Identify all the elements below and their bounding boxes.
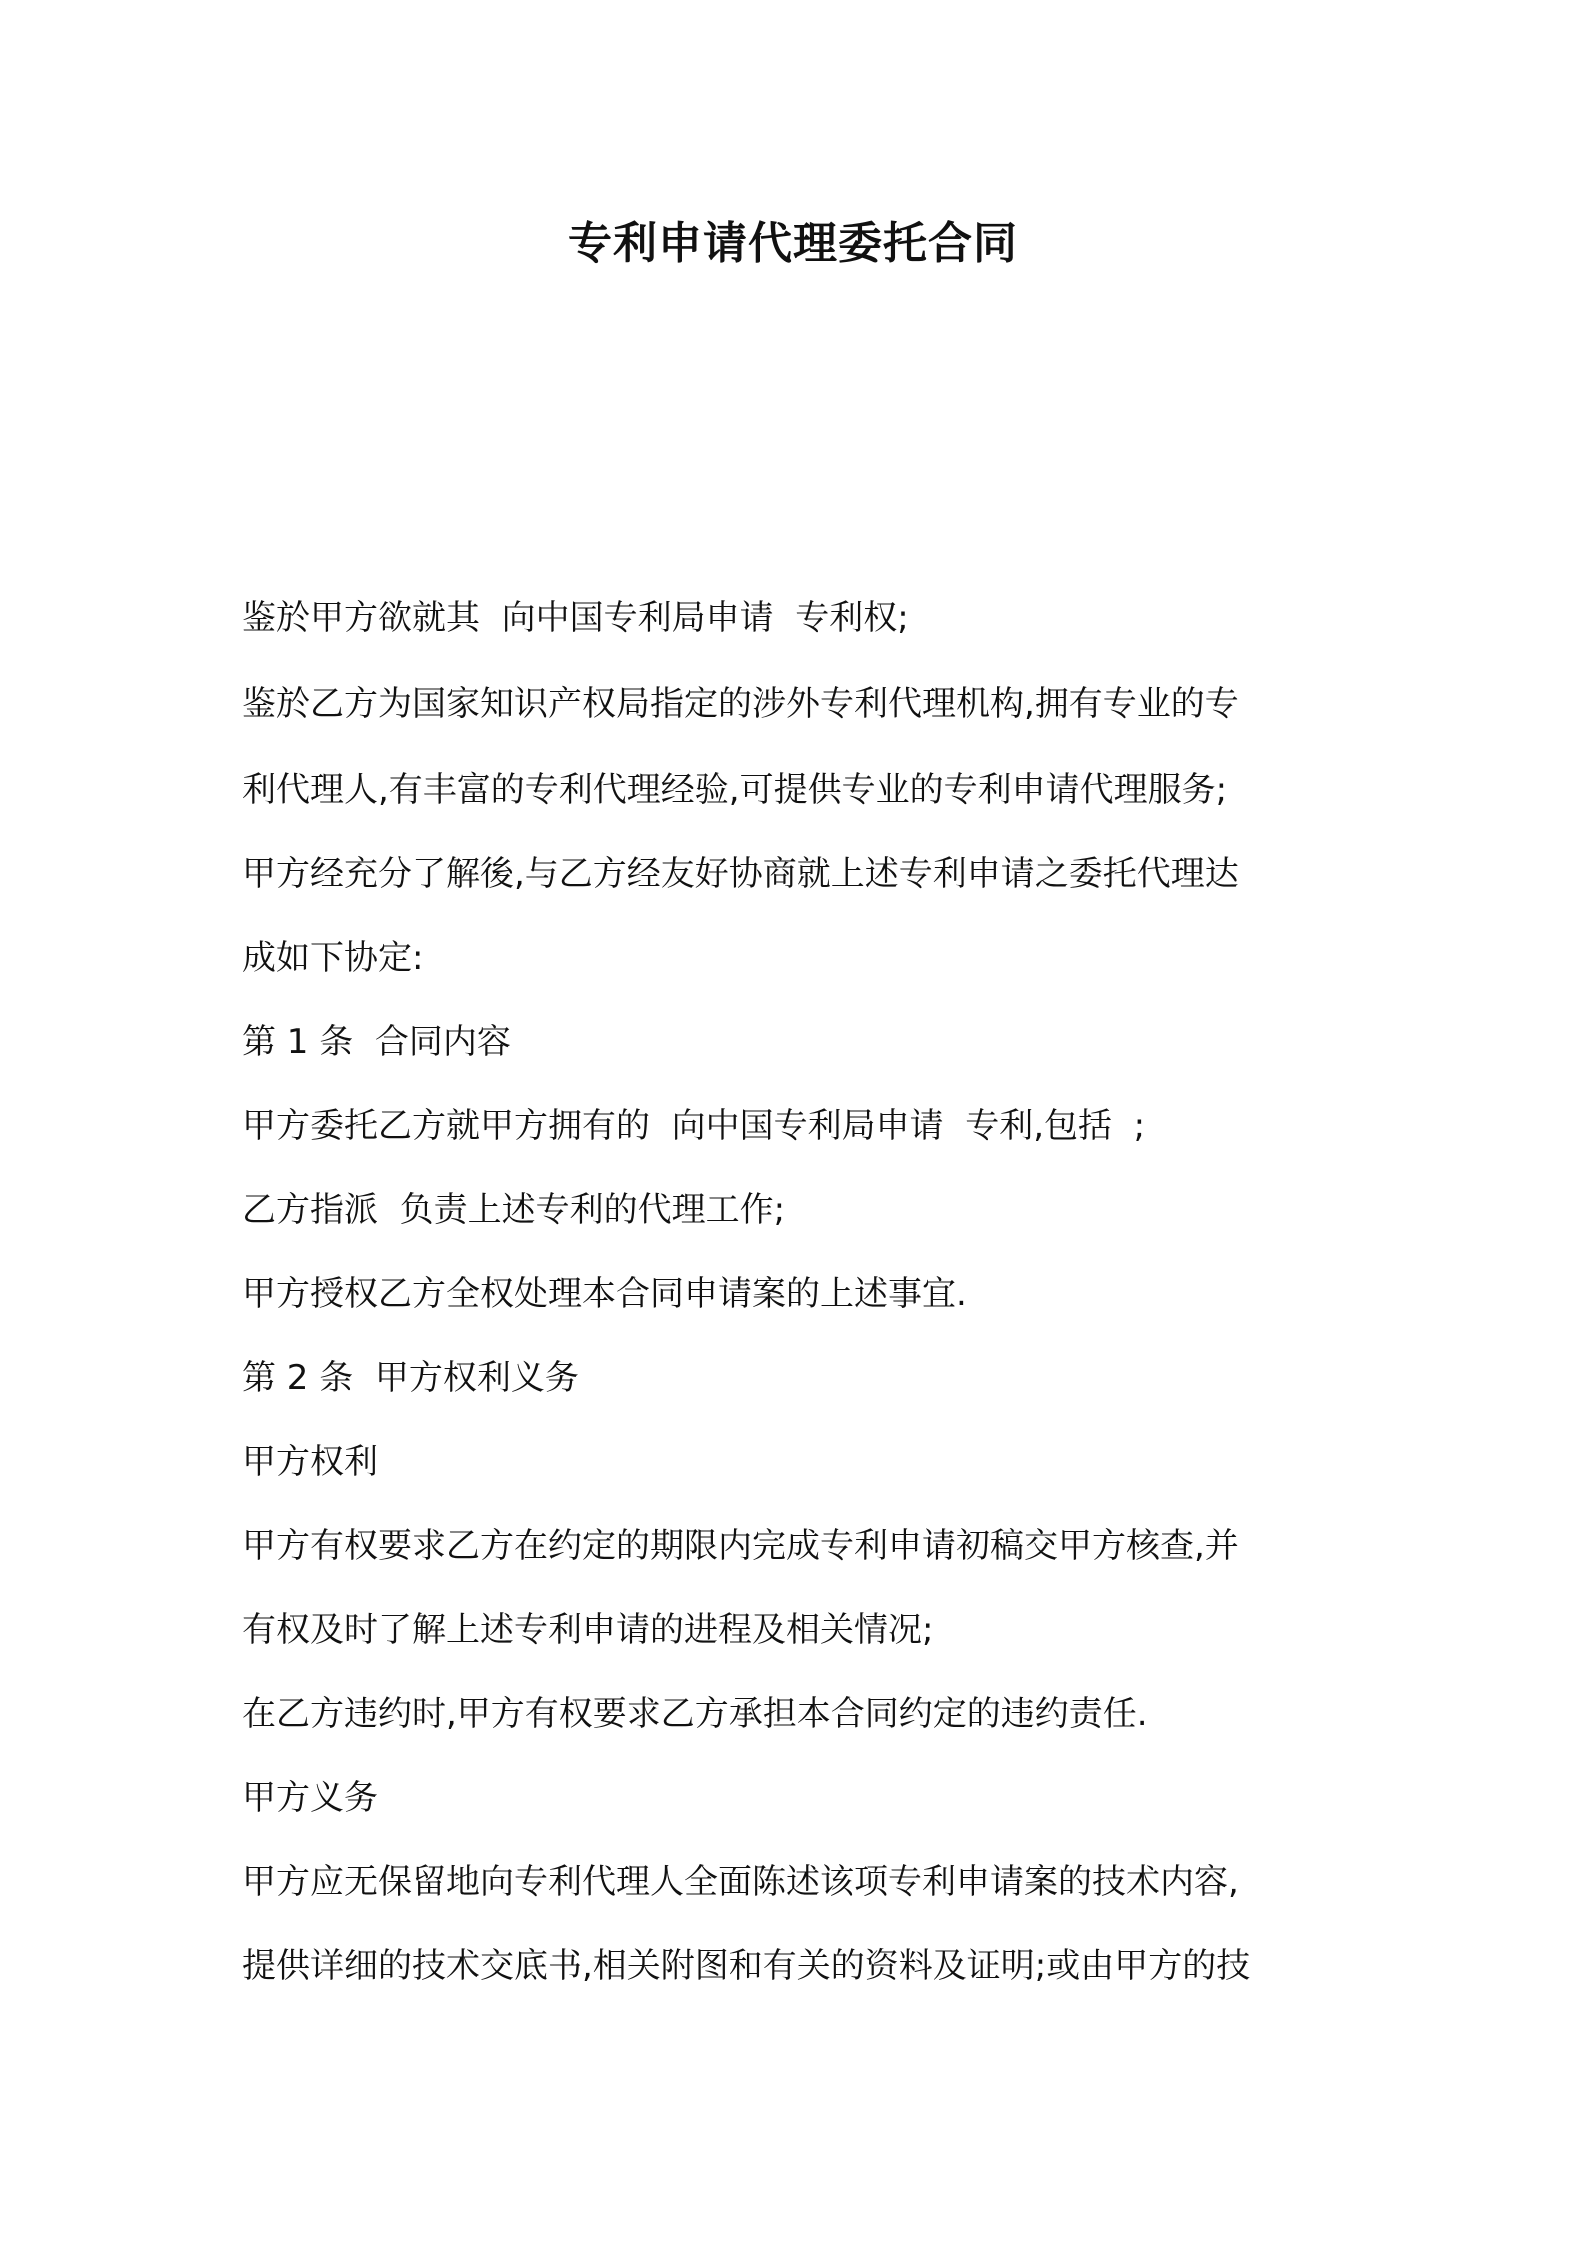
client-duties-clause-1-line-2: 提供详细的技术交底书,相关附图和有关的资料及证明;或由甲方的技	[242, 1946, 1251, 1986]
client-party-line	[242, 408, 1362, 492]
recital-1: 鉴於甲方欲就其 向中国专利局申请 专利权;	[242, 598, 909, 638]
recital-2-line-1: 鉴於乙方为国家知识产权局指定的涉外专利代理机构,拥有专业的专	[242, 684, 1239, 724]
recital-3-line-2: 成如下协定:	[242, 938, 424, 978]
recital-3-line-1: 甲方经充分了解後,与乙方经友好协商就上述专利申请之委托代理达	[242, 854, 1239, 894]
article-1-heading: 第 1 条 合同内容	[242, 1022, 511, 1062]
client-rights-clause-1-line-1: 甲方有权要求乙方在约定的期限内完成专利申请初稿交甲方核查,并	[242, 1526, 1239, 1566]
article-1-clause-3: 甲方授权乙方全权处理本合同申请案的上述事宜.	[242, 1274, 967, 1314]
client-rights-heading: 甲方权利	[242, 1442, 378, 1482]
agent-party-line	[242, 492, 1362, 576]
client-rights-clause-1-line-2: 有权及时了解上述专利申请的进程及相关情况;	[242, 1610, 934, 1650]
article-1-clause-2: 乙方指派 负责上述专利的代理工作;	[242, 1190, 786, 1230]
document-body	[242, 408, 1362, 2008]
article-2-heading: 第 2 条 甲方权利义务	[242, 1358, 579, 1398]
recital-2-line-2: 利代理人,有丰富的专利代理经验,可提供专业的专利申请代理服务;	[242, 770, 1228, 810]
document-title: 专利申请代理委托合同	[568, 218, 1018, 269]
client-rights-clause-2: 在乙方违约时,甲方有权要求乙方承担本合同约定的违约责任.	[242, 1694, 1148, 1734]
article-1-clause-1: 甲方委托乙方就甲方拥有的 向中国专利局申请 专利,包括 ;	[242, 1106, 1146, 1146]
client-duties-clause-1-line-1: 甲方应无保留地向专利代理人全面陈述该项专利申请案的技术内容,	[242, 1862, 1239, 1902]
client-duties-heading: 甲方义务	[242, 1778, 378, 1818]
